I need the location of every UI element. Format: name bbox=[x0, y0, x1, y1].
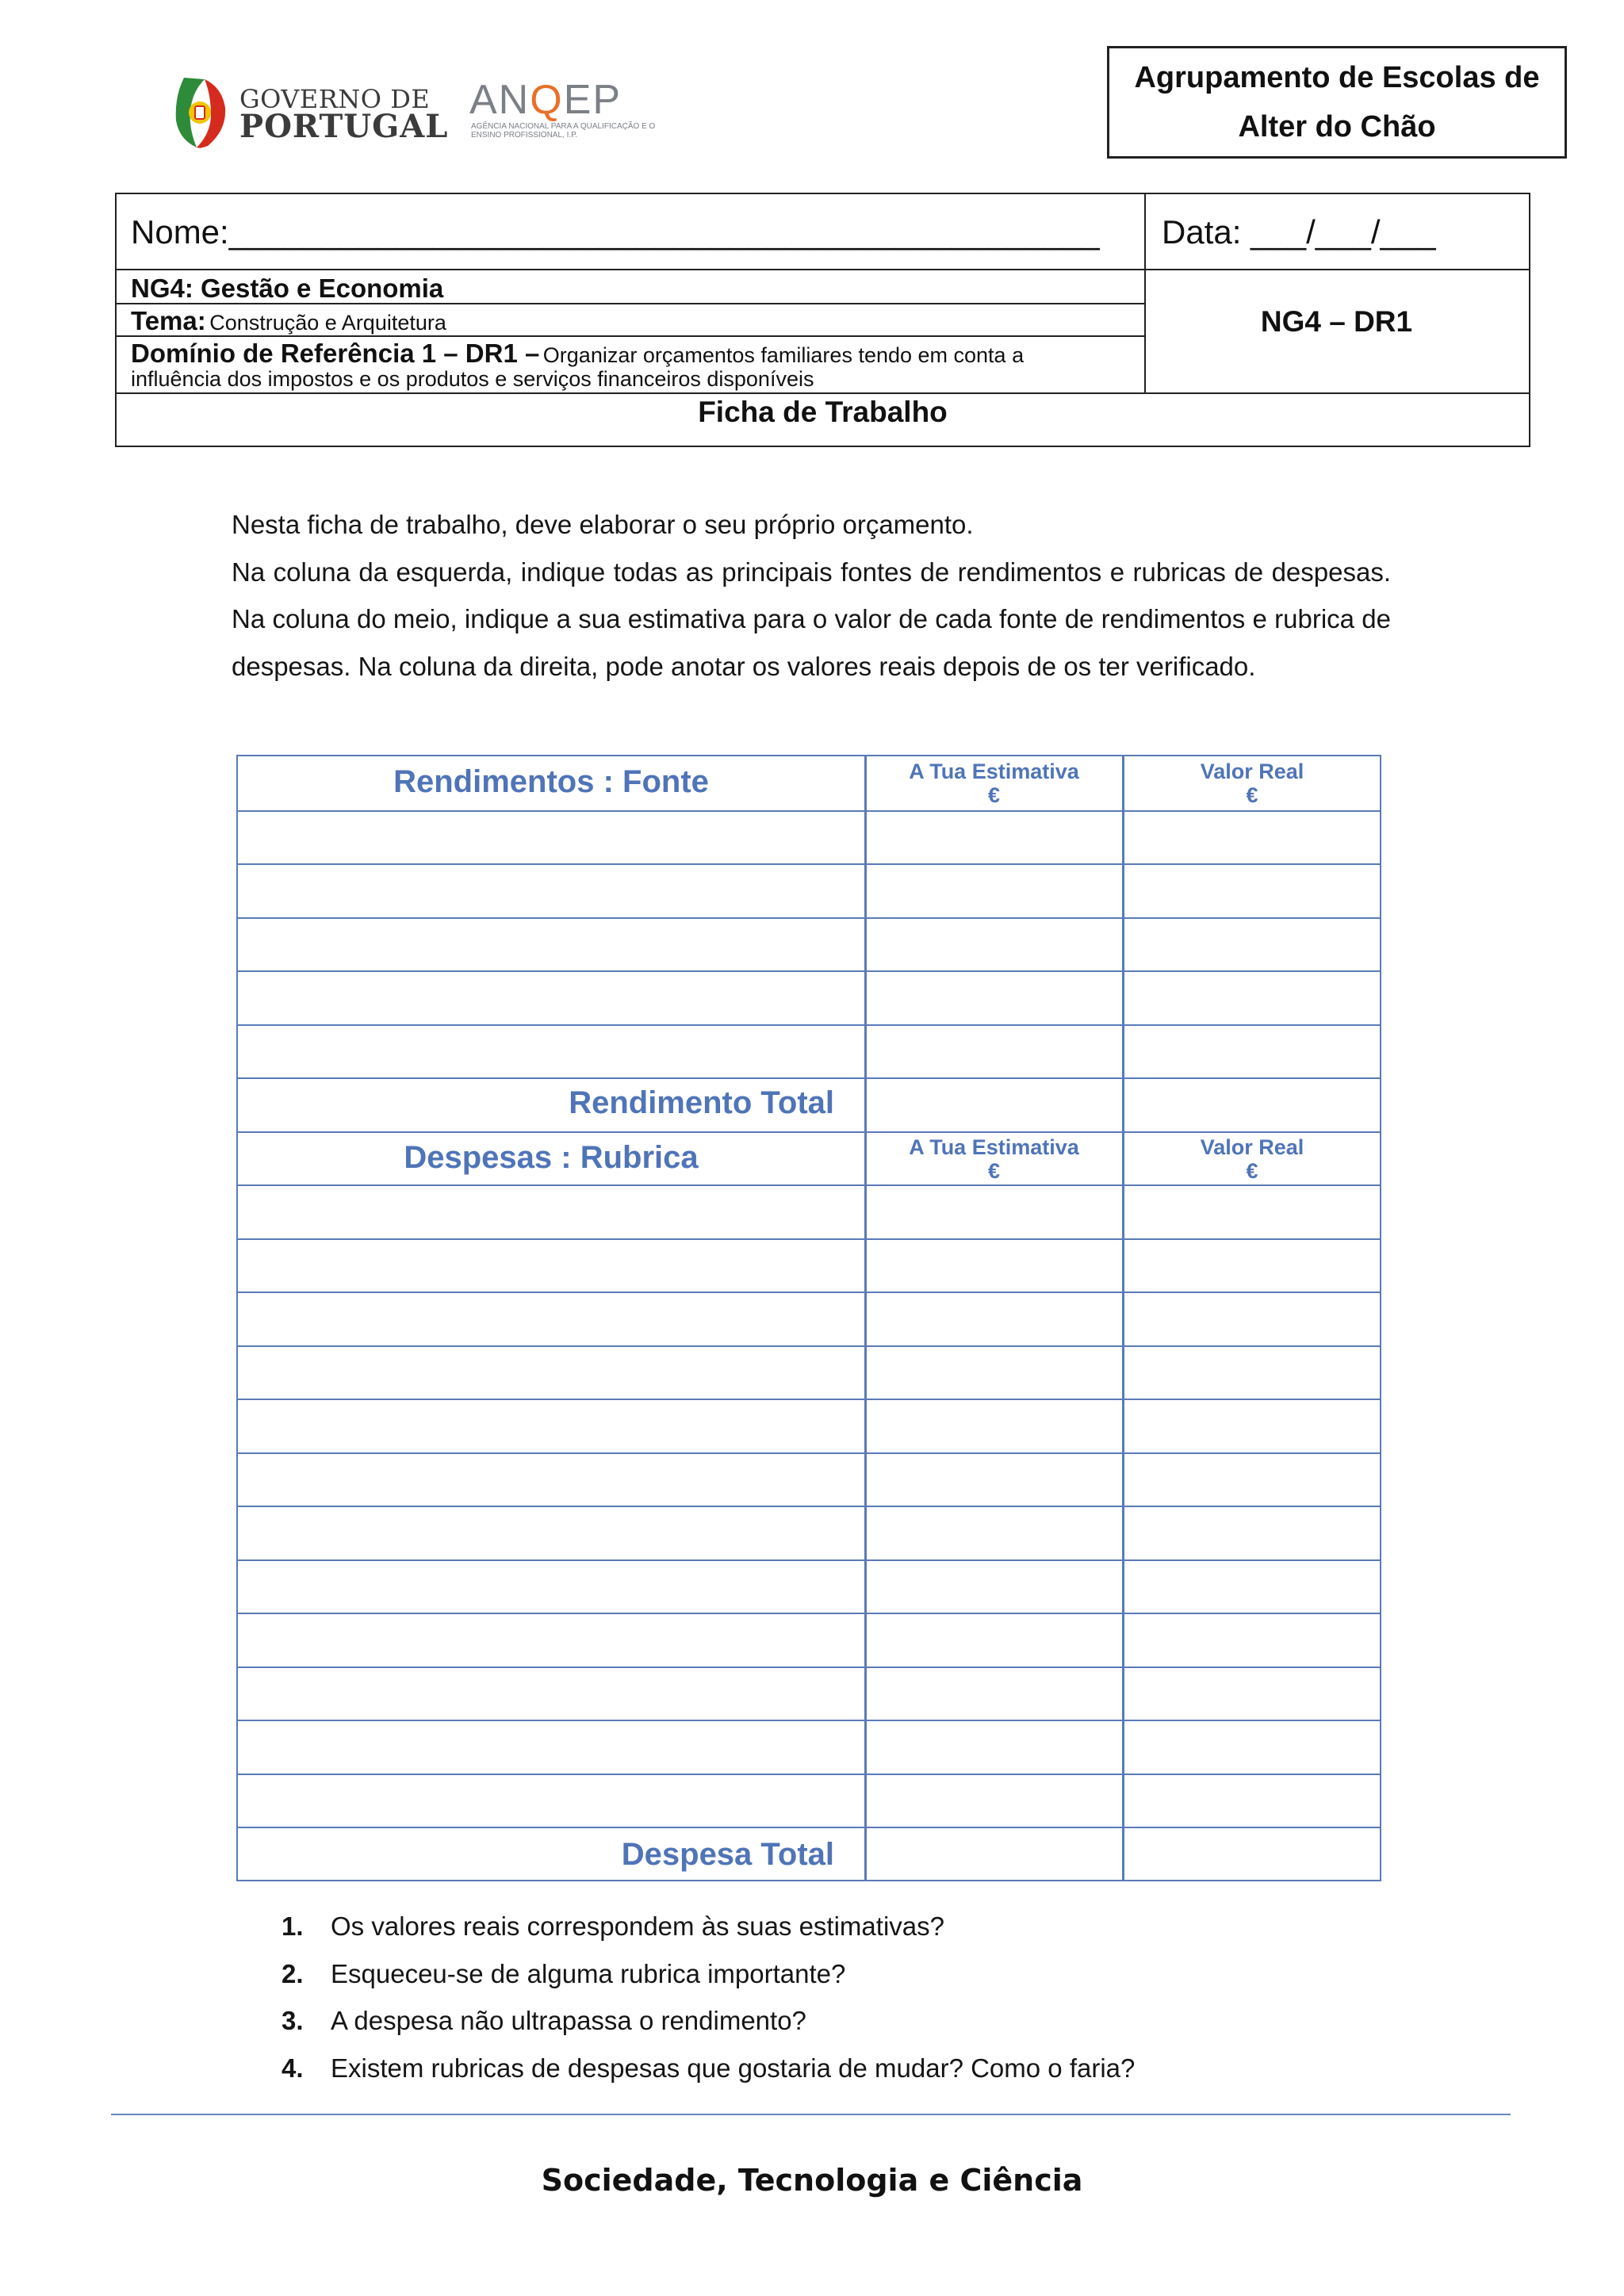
portugal-emblem-icon bbox=[173, 73, 227, 149]
table-row-line bbox=[238, 1613, 1380, 1614]
table-row-line bbox=[238, 1024, 1380, 1026]
expense-total-label: Despesa Total bbox=[621, 1837, 834, 1872]
module-title: NG4: Gestão e Economia bbox=[131, 274, 444, 303]
footer-subject: Sociedade, Tecnologia e Ciência bbox=[541, 2163, 1083, 2198]
question-text: Existem rubricas de despesas que gostaria de mudar? Como o faria? bbox=[331, 2053, 1136, 2083]
question-number: 3. bbox=[282, 2006, 304, 2035]
anqep-logo-name: ANQEP bbox=[469, 77, 622, 123]
expense-header: Despesas : Rubrica bbox=[404, 1140, 699, 1175]
table-row-line bbox=[238, 1506, 1380, 1507]
question-text: A despesa não ultrapassa o rendimento? bbox=[331, 2006, 806, 2035]
question-text: Os valores reais correspondem às suas estimativas? bbox=[331, 1911, 944, 1941]
question-number: 2. bbox=[282, 1958, 304, 1988]
table-row-line bbox=[238, 1827, 1380, 1828]
table-row-line bbox=[238, 970, 1380, 972]
instructions-p1: Nesta ficha de trabalho, deve elaborar o seu próprio orçamento. bbox=[232, 510, 974, 539]
table-row-line bbox=[238, 917, 1380, 919]
question-item bbox=[282, 2045, 1392, 2092]
table-row-line bbox=[238, 1292, 1380, 1293]
gov-logo-line2: PORTUGAL bbox=[239, 108, 449, 145]
income-estimate-header: A Tua Estimativa € bbox=[909, 760, 1079, 807]
school-name-line2: Alter do Chão bbox=[1238, 110, 1436, 144]
expense-real-header: Valor Real € bbox=[1200, 1135, 1304, 1183]
question-item bbox=[282, 1950, 1392, 1998]
column-divider bbox=[864, 756, 867, 1880]
income-real-header: Valor Real € bbox=[1200, 760, 1304, 807]
worksheet-title: Ficha de Trabalho bbox=[698, 396, 948, 428]
instructions-p2: Na coluna da esquerda, indique todas as principais fontes de rendimentos e rubricas de despesas. Na coluna do meio, indique a sua estimativa para o valor de cada fonte de rendimentos e rubrica de despesas. Na coluna da direita, pode anotar os valores reais depois de os ter verificado. bbox=[232, 557, 1391, 681]
question-item bbox=[282, 1903, 1392, 1950]
tema-row: Tema: Construção e Arquitetura bbox=[131, 306, 446, 335]
data-field[interactable]: Data: ___/___/___ bbox=[1162, 213, 1436, 251]
table-row-line bbox=[238, 1131, 1380, 1133]
table-row-line bbox=[238, 1667, 1380, 1668]
header-divider bbox=[1144, 194, 1146, 392]
table-row-line bbox=[238, 1345, 1380, 1347]
dominio-row-continued: influência dos impostos e os produtos e serviços financeiros disponíveis bbox=[131, 367, 814, 391]
school-name-line1: Agrupamento de Escolas de bbox=[1134, 61, 1540, 94]
table-row-line bbox=[238, 1077, 1380, 1079]
dominio-row: Domínio de Referência 1 – DR1 – Organizar orçamentos familiares tendo em conta a bbox=[131, 339, 1025, 368]
expense-estimate-header: A Tua Estimativa € bbox=[909, 1135, 1079, 1183]
table-row-line bbox=[238, 863, 1380, 865]
anqep-logo-subtitle: AGÊNCIA NACIONAL PARA A QUALIFICAÇÃO E O ENSINO PROFISSIONAL, I.P. bbox=[471, 122, 656, 140]
school-name-box bbox=[1107, 46, 1567, 159]
instructions bbox=[232, 501, 1391, 690]
table-row-line bbox=[238, 810, 1380, 812]
module-code: NG4 – DR1 bbox=[1260, 305, 1413, 338]
footer-rule bbox=[111, 2114, 1511, 2115]
table-row-line bbox=[238, 1720, 1380, 1721]
questions-list bbox=[282, 1903, 1392, 2091]
column-divider bbox=[1122, 756, 1124, 1880]
question-item bbox=[282, 1997, 1392, 2045]
anqep-logo bbox=[468, 76, 658, 159]
budget-table bbox=[236, 755, 1381, 1881]
table-row-line bbox=[238, 1184, 1380, 1186]
question-text: Esqueceu-se de alguma rubrica importante? bbox=[331, 1958, 846, 1988]
table-row-line bbox=[238, 1774, 1380, 1775]
nome-field[interactable]: Nome:_______________________________________________ bbox=[131, 213, 1100, 251]
gov-logo-line1: GOVERNO DE bbox=[239, 84, 431, 114]
table-row-line bbox=[238, 1399, 1380, 1400]
table-row-line bbox=[238, 1559, 1380, 1561]
table-row-line bbox=[238, 1452, 1380, 1454]
question-number: 4. bbox=[282, 2053, 304, 2083]
table-row-line bbox=[238, 1238, 1380, 1240]
governo-de-portugal-logo bbox=[173, 73, 449, 152]
header-table bbox=[115, 193, 1530, 447]
income-header: Rendimentos : Fonte bbox=[393, 764, 709, 799]
question-number: 1. bbox=[282, 1911, 304, 1941]
income-total-label: Rendimento Total bbox=[569, 1085, 834, 1120]
header-rule bbox=[117, 269, 1529, 270]
